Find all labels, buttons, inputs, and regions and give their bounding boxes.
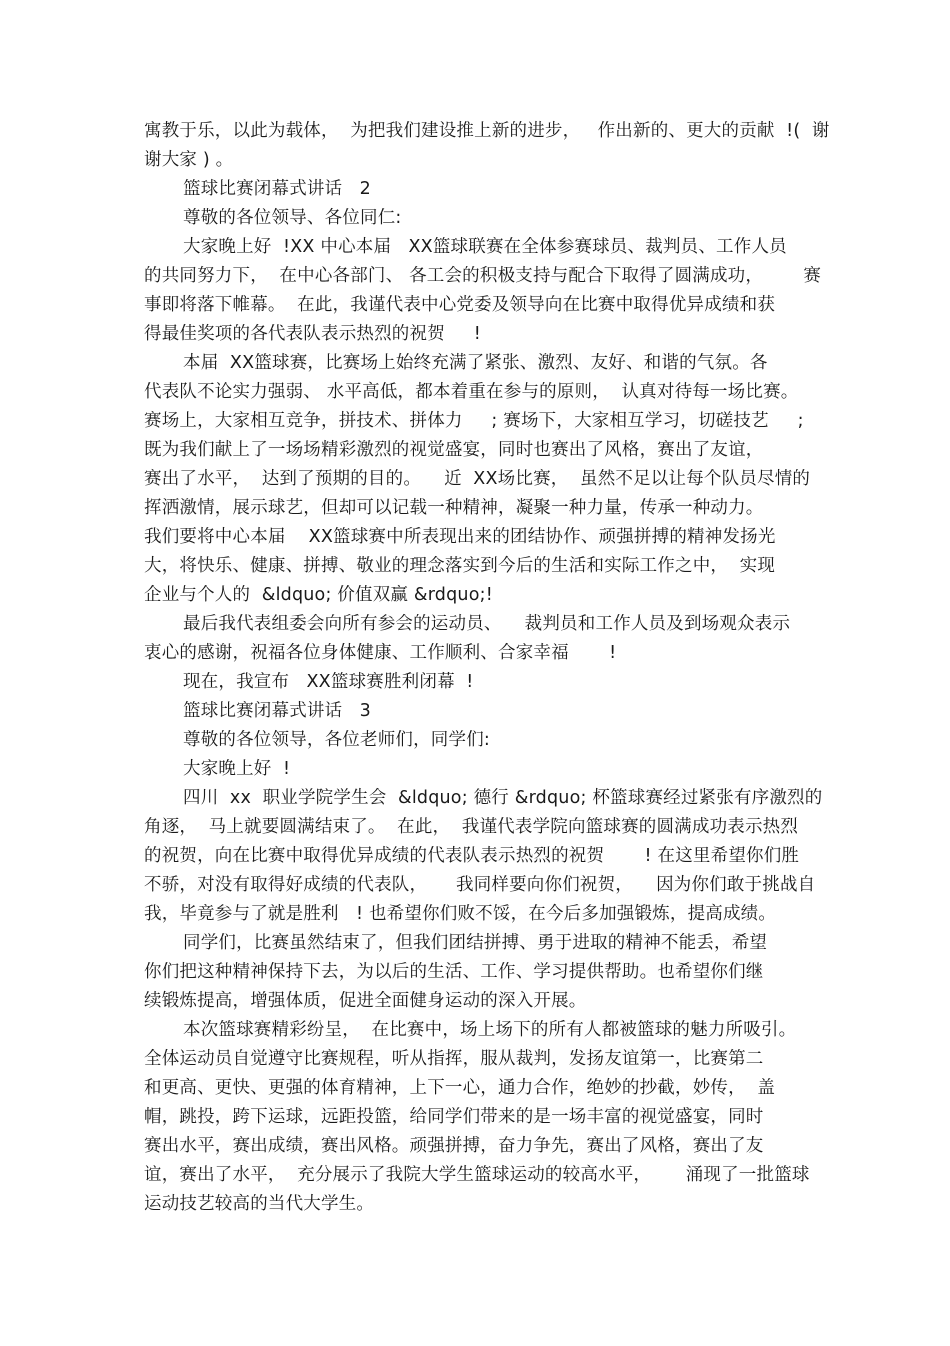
text-line: 本次篮球赛精彩纷呈， 在比赛中，场上场下的所有人都被篮球的魅力所吸引。 bbox=[183, 1020, 797, 1040]
text-line: 赛出水平，赛出成绩，赛出风格。顽强拼搏，奋力争先，赛出了风格，赛出了友 bbox=[144, 1136, 764, 1156]
text-line: 挥洒激情，展示球艺，但却可以记载一种精神，凝聚一种力量，传承一种动力。 bbox=[144, 498, 764, 518]
text-line: 现在，我宣布 XX篮球赛胜利闭幕 ! bbox=[183, 672, 474, 692]
text-line: 我们要将中心本届 XX篮球赛中所表现出来的团结协作、顽强拼搏的精神发扬光 bbox=[144, 527, 776, 547]
text-line: 不骄，对没有取得好成绩的代表队， 我同样要向你们祝贺， 因为你们敢于挑战自 bbox=[144, 875, 816, 895]
text-line: 最后我代表组委会向所有参会的运动员、 裁判员和工作人员及到场观众表示 bbox=[183, 614, 791, 634]
text-line: 寓教于乐，以此为载体， 为把我们建设推上新的进步， 作出新的、更大的贡献 !( 谢 bbox=[144, 121, 830, 141]
text-line: 谢大家 ) 。 bbox=[144, 150, 234, 170]
salutation: 尊敬的各位领导，各位老师们，同学们: bbox=[183, 730, 490, 750]
text-line: 角逐， 马上就要圆满结束了。 在此， 我谨代表学院向篮球赛的圆满成功表示热烈 bbox=[144, 817, 799, 837]
text-line: 事即将落下帷幕。 在此，我谨代表中心党委及领导向在比赛中取得优异成绩和获 bbox=[144, 295, 776, 315]
text-line: 赛出了水平， 达到了预期的目的。 近 XX场比赛， 虽然不足以让每个队员尽情的 bbox=[144, 469, 811, 489]
text-line: 的共同努力下， 在中心各部门、 各工会的积极支持与配合下取得了圆满成功， 赛 bbox=[144, 266, 822, 286]
text-line: 本届 XX篮球赛，比赛场上始终充满了紧张、激烈、友好、和谐的气氛。各 bbox=[183, 353, 768, 373]
text-line: 运动技艺较高的当代大学生。 bbox=[144, 1194, 375, 1214]
text-line: 企业与个人的 &ldquo; 价值双赢 &rdquo;! bbox=[144, 585, 493, 605]
text-line: 帽，跳投，跨下运球，远距投篮，给同学们带来的是一场丰富的视觉盛宴，同时 bbox=[144, 1107, 764, 1127]
text-line: 大家晚上好 ! bbox=[183, 759, 291, 779]
text-line: 大家晚上好 !XX 中心本届 XX篮球联赛在全体参赛球员、裁判员、工作人员 bbox=[183, 237, 787, 257]
text-line: 谊，赛出了水平， 充分展示了我院大学生篮球运动的较高水平， 涌现了一批篮球 bbox=[144, 1165, 810, 1185]
text-line: 代表队不论实力强弱、 水平高低，都本着重在参与的原则， 认真对待每一场比赛。 bbox=[144, 382, 799, 402]
text-line: 得最佳奖项的各代表队表示热烈的祝贺 ! bbox=[144, 324, 481, 344]
text-line: 赛场上，大家相互竞争，拼技术、拼体力 ; 赛场下，大家相互学习，切磋技艺 ; bbox=[144, 411, 804, 431]
text-line: 衷心的感谢，祝福各位身体健康、工作顺利、合家幸福 ! bbox=[144, 643, 617, 663]
section-heading: 篮球比赛闭幕式讲话 2 bbox=[183, 179, 371, 199]
text-line: 大，将快乐、健康、拼搏、敬业的理念落实到今后的生活和实际工作之中， 实现 bbox=[144, 556, 776, 576]
text-line: 全体运动员自觉遵守比赛规程，听从指挥，服从裁判，发扬友谊第一，比赛第二 bbox=[144, 1049, 764, 1069]
text-line: 既为我们献上了一场场精彩激烈的视觉盛宴，同时也赛出了风格，赛出了友谊， bbox=[144, 440, 764, 460]
text-line: 四川 xx 职业学院学生会 &ldquo; 德行 &rdquo; 杯篮球赛经过紧张有序激烈的 bbox=[183, 788, 823, 808]
text-line: 的祝贺，向在比赛中取得优异成绩的代表队表示热烈的祝贺 ! 在这里希望你们胜 bbox=[144, 846, 800, 866]
text-line: 续锻炼提高，增强体质，促进全面健身运动的深入开展。 bbox=[144, 991, 587, 1011]
text-line: 我，毕竟参与了就是胜利 ! 也希望你们败不馁，在今后多加强锻炼，提高成绩。 bbox=[144, 904, 777, 924]
text-line: 同学们，比赛虽然结束了，但我们团结拼搏、勇于进取的精神不能丢，希望 bbox=[183, 933, 768, 953]
salutation: 尊敬的各位领导、各位同仁: bbox=[183, 208, 402, 228]
text-line: 你们把这种精神保持下去，为以后的生活、工作、学习提供帮助。也希望你们继 bbox=[144, 962, 764, 982]
text-line: 和更高、更快、更强的体育精神，上下一心，通力合作，绝妙的抄截，妙传， 盖 bbox=[144, 1078, 776, 1098]
section-heading: 篮球比赛闭幕式讲话 3 bbox=[183, 701, 371, 721]
